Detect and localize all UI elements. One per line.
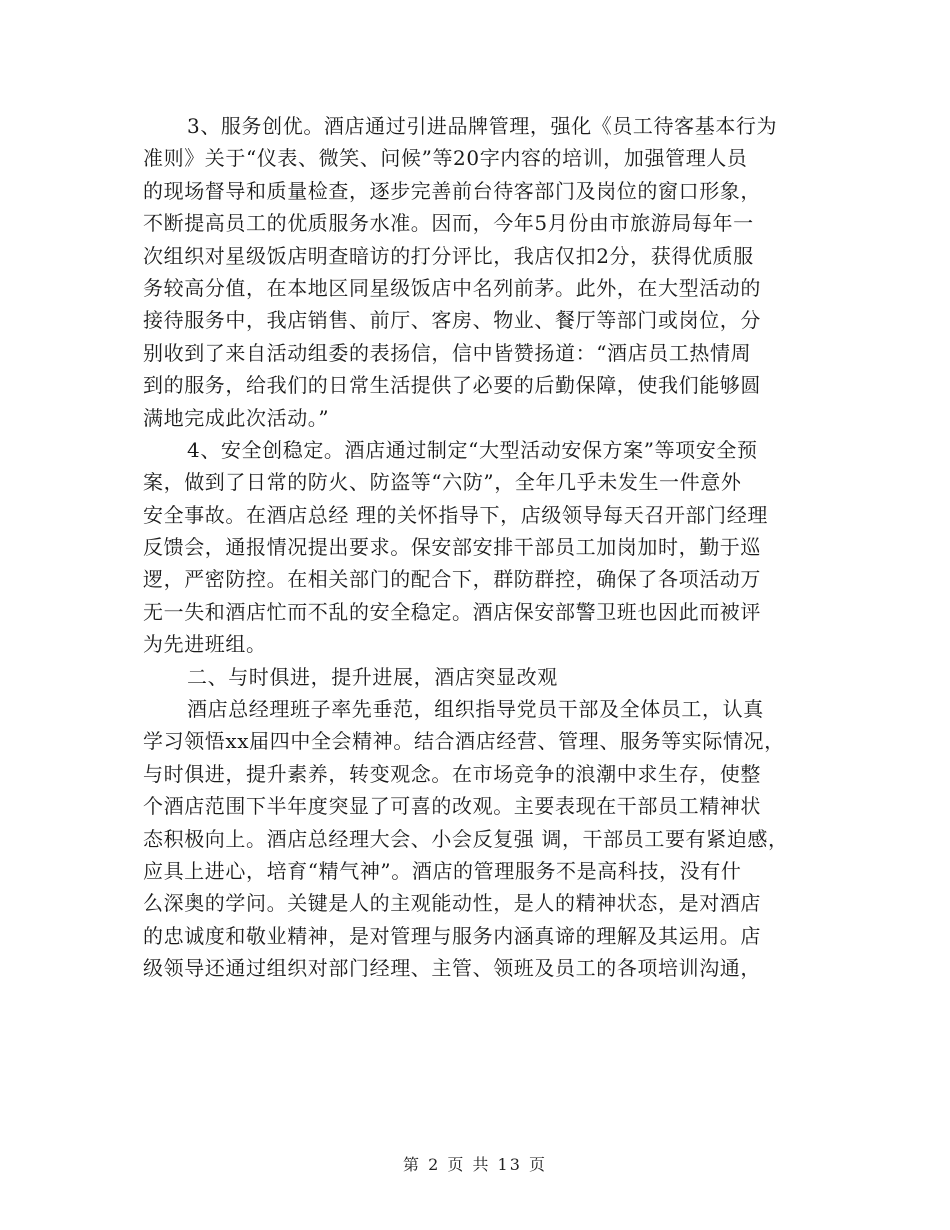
paragraph-line: 务较高分值，在本地区同星级饭店中名列前茅。此外，在大型活动的: [143, 275, 761, 300]
paragraph-line: 的忠诚度和敬业精神，是对管理与服务内涵真谛的理解及其运用。店: [143, 923, 761, 948]
paragraph-line: 为先进班组。: [143, 632, 267, 657]
paragraph-line: 的现场督导和质量检查，逐步完善前台待客部门及岗位的窗口形象，: [143, 178, 761, 203]
paragraph-line: 无一失和酒店忙而不乱的安全稳定。酒店保安部警卫班也因此而被评: [143, 599, 761, 624]
paragraph-line: 准则》关于“仪表、微笑、问候”等20字内容的培训，加强管理人员: [143, 146, 748, 171]
paragraph-line: 逻，严密防控。在相关部门的配合下，群防群控，确保了各项活动万: [143, 567, 761, 592]
paragraph-line: 应具上进心，培育“精气神”。酒店的管理服务不是高科技，没有什: [143, 858, 742, 883]
paragraph-line: 接待服务中，我店销售、前厅、客房、物业、餐厅等部门或岗位，分: [143, 308, 761, 333]
page-number: 第 2 页 共 13 页: [403, 1155, 547, 1174]
paragraph-line: 与时俱进，提升素养，转变观念。在市场竞争的浪潮中求生存，使整: [143, 761, 761, 786]
paragraph-line: 安全事故。在酒店总经 理的关怀指导下，店级领导每天召开部门经理: [143, 502, 768, 527]
paragraph-line: 个酒店范围下半年度突显了可喜的改观。主要表现在干部员工精神状: [143, 794, 761, 819]
document-body: [143, 110, 813, 985]
paragraph-line: 不断提高员工的优质服务水准。因而，今年5月份由市旅游局每年一: [143, 211, 754, 236]
paragraph-line: 反馈会，通报情况提出要求。保安部安排干部员工加岗加时，勤于巡: [143, 535, 761, 560]
paragraph-line: 级领导还通过组织对部门经理、主管、领班及员工的各项培训沟通，: [143, 956, 761, 981]
paragraph-line: 次组织对星级饭店明查暗访的打分评比，我店仅扣2分，获得优质服: [143, 243, 754, 268]
paragraph-line: 3、服务创优。酒店通过引进品牌管理，强化《员工待客基本行为: [187, 114, 778, 138]
paragraph-line: 4、安全创稳定。酒店通过制定“大型活动安保方案”等项安全预: [187, 437, 758, 462]
paragraph-line: 案，做到了日常的防火、防盗等“六防”，全年几乎未发生一件意外: [143, 470, 742, 495]
paragraph-line: 到的服务，给我们的日常生活提供了必要的后勤保障，使我们能够圆: [143, 373, 761, 398]
paragraph-line: 学习领悟xx届四中全会精神。结合酒店经营、管理、服务等实际情况，: [143, 729, 785, 754]
paragraph-line: 么深奥的学问。关键是人的主观能动性，是人的精神状态，是对酒店: [143, 891, 761, 916]
paragraph-line: 态积极向上。酒店总经理大会、小会反复强 调，干部员工要有紧迫感，: [143, 826, 789, 851]
paragraph-line: 别收到了来自活动组委的表扬信，信中皆赞扬道：“酒店员工热情周: [143, 340, 752, 365]
section-heading: 二、与时俱进，提升进展，酒店突显改观: [187, 664, 558, 689]
paragraph-line: 满地完成此次活动。”: [143, 405, 330, 430]
paragraph-line: 酒店总经理班子率先垂范，组织指导党员干部及全体员工，认真: [187, 697, 764, 722]
